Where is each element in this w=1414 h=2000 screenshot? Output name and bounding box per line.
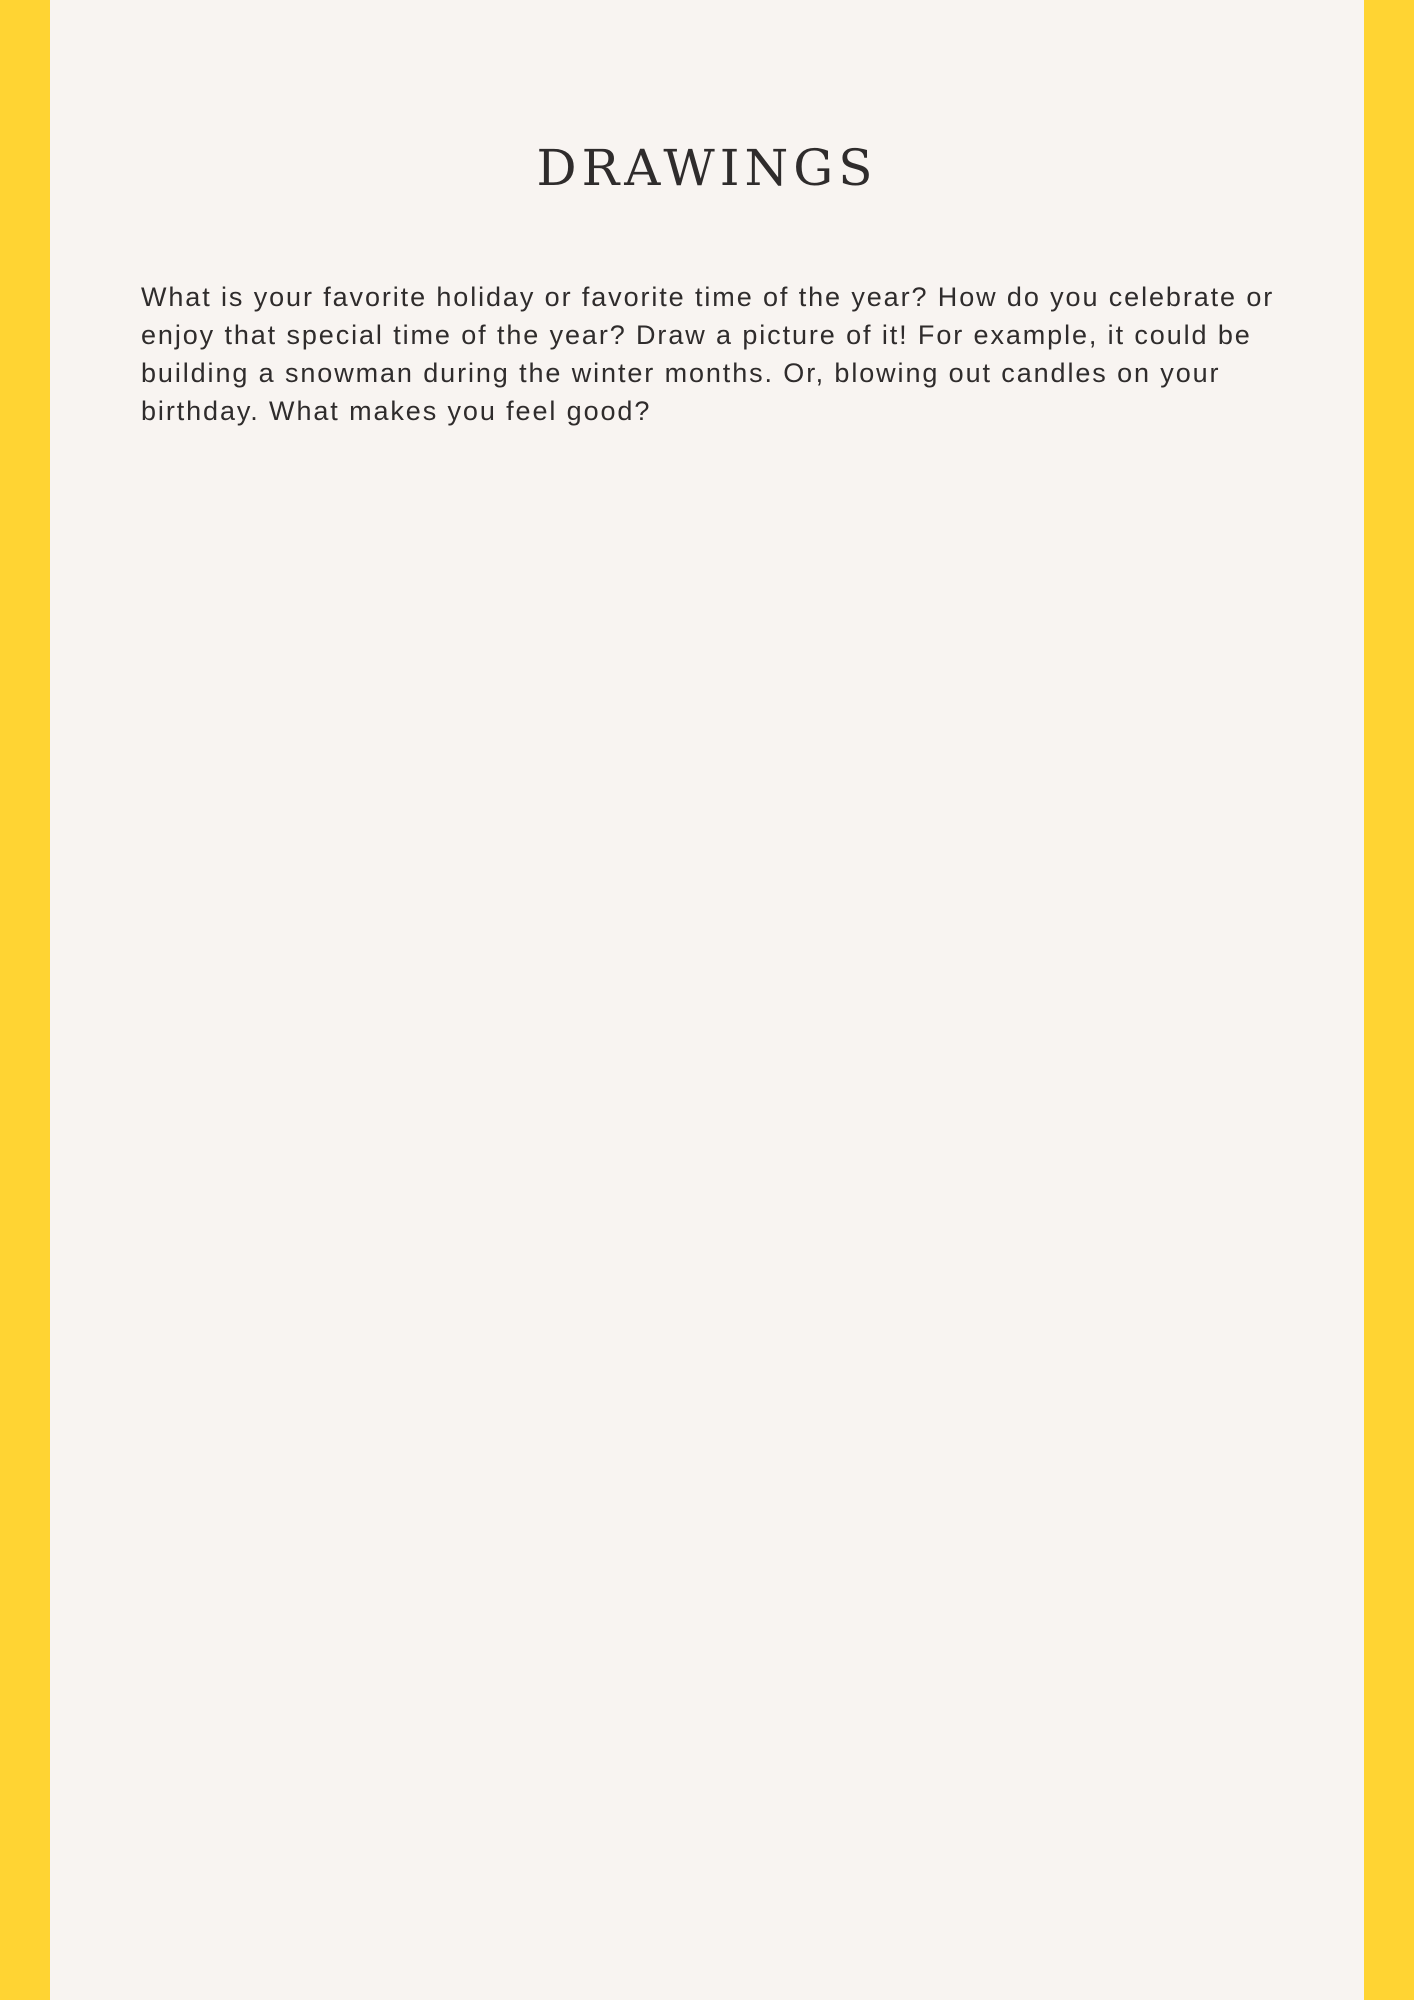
- drawing-prompt: What is your favorite holiday or favorite time of the year? How do you celebrate or enjoy that special time of the year? Draw a picture of it! For example, it could be building a snowman during the winter months. Or, blowing out candles on your birthday. What makes you feel good?: [141, 282, 1275, 426]
- right-yellow-border: [1364, 0, 1414, 2000]
- page-title: DRAWINGS: [536, 139, 878, 197]
- left-yellow-border: [0, 0, 50, 2000]
- blank-drawing-area: [141, 470, 1273, 1920]
- worksheet-page: [50, 0, 1364, 2000]
